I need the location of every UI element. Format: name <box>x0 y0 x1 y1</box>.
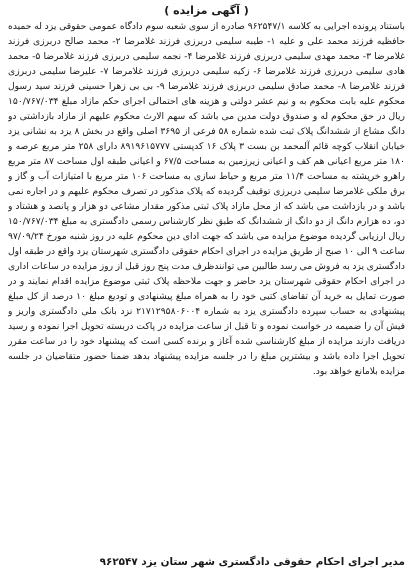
notice-signature: مدیر اجرای احکام حقوقی دادگستری شهر ستان یزد ۹۶۲۵۴۷ <box>99 556 405 568</box>
notice-title: ( آگهی مزایده ) <box>164 4 249 17</box>
notice-body-text: باستناد پرونده اجرایی به کلاسه ۹۶۲۵۴۷/۱ صادره از سوی شعبه سوم دادگاه عمومی حقوقی یزد له حمیده حافظیه فرزند محمد علی و علیه ۱- طیبه سلیمی دربرزی فرزند غلامرضا ۲- محمد صالح دربرزی فرزند غلامرضا ۳- محمد مهدی سلیمی دربرزی فرزند غلامرضا ۴- نجمه سلیمی دربرزی فرزند غلامرضا ۵- محمد هادی سلیمی دربرزی فرزند غلامرضا ۶- زکیه سلیمی دربرزی فرزند غلامرضا ۷- علیرضا سلیمی دربرزی فرزند غلامرضا ۸- محمد صادق سلیمی دربرزی فرزند غلامرضا ۹- بی بی زهرا حسینی فرزند سید رسول محکوم علیه بابت محکوم به و نیم عشر دولتی و هزینه های احتمالی اجرای حکم مازاد مبلغ ۱۵۰/۷۶۷/۰۳۴ ریال در حق محکوم له و صندوق دولت مدین می باشد که سهم الارث محکوم علیهم از مازاد بازداشتی دو دانگ مشاع از ششدانگ پلاک ثبت شده شماره ۵۸ فرعی از ۳۶۹۵ اصلی واقع در بخش ۸ یزد به نشانی یزد خیابان انقلاب کوچه قائم آلمحمد بن بست ۳ پلاک ۱۶ کدپستی ۸۹۱۹۶۱۵۷۷۷ دارای ۲۵۸ متر مربع عرصه و ۱۸۰ متر مربع اعیانی هم کف و اعیانی زیرزمین به مساحت ۶۷/۵ و اعیانی طبقه اول مساحت ۸۷ متر مربع راهرو خرپشته به مساحت ۱۱/۴ متر مربع و حیاط سازی به مساحت ۱۰۶ متر مربع با امتیازات آب و گاز و برق ملکی غلامرضا سلیمی دربرزی توقیف گردیده که پلاک مذکور در تصرف محکوم علیهم و در اجاره نمی باشد و در بازداشت می باشد که از محل مازاد پلاک ثبتی مذکور مقدار مشاعی دو هزار و پانصد و هشتاد و دو، ده هزارم دانگ از دو دانگ از ششدانگ که طبق نظر کارشناس رسمی دادگستری به مبلغ ۱۵۰/۷۶۷/۰۳۴ ریال ارزیابی گردیده موضوع مزایده می باشد که جهت ادای دین محکوم علیه در روز شنبه مورخ ۹۷/۰۹/۲۴ ساعت ۹ الی ۱۰ صبح از طریق مزایده در اجرای احکام حقوقی دادگستری شهرستان یزد واقع در طبقه اول دادگستری یزد به فروش می رسد طالبین می توانندظرف مدت پنج روز قبل از روز مزایده در ساعات اداری در اجرای احکام حقوقی شهرستان یزد حاضر و جهت ملاحظه پلاک ثبتی موضوع مزایده اقدام نمایند و در صورت تمایل به خرید آن تقاضای کتبی خود را به همراه مبلغ پیشنهادی و تودیع مبلغ ۱۰ درصد از کل مبلغ پیشنهادی به حساب سپرده دادگستری یزد به شماره ۲۱۷۱۲۹۵۸۰۶۰۰۴ نزد بانک ملی دادگستری واریز و فیش آن را ضمیمه در خواست نموده و تا قبل از ساعت مزایده در پاکت دربسته تحویل اجرا نموده و رسید دریافت دارند مزایده از مبلغ کارشناسی شده آغاز و برنده کسی است که پیشنهاد خود را در ساعت مقرر تحویل اجرا داده باشد و بیشترین مبلغ را در جلسه مزایده پیشنهاد بدهد ضمنا حضور متقاضیان در جلسه مزایده بلامانع خواهد بود. <box>8 21 405 377</box>
